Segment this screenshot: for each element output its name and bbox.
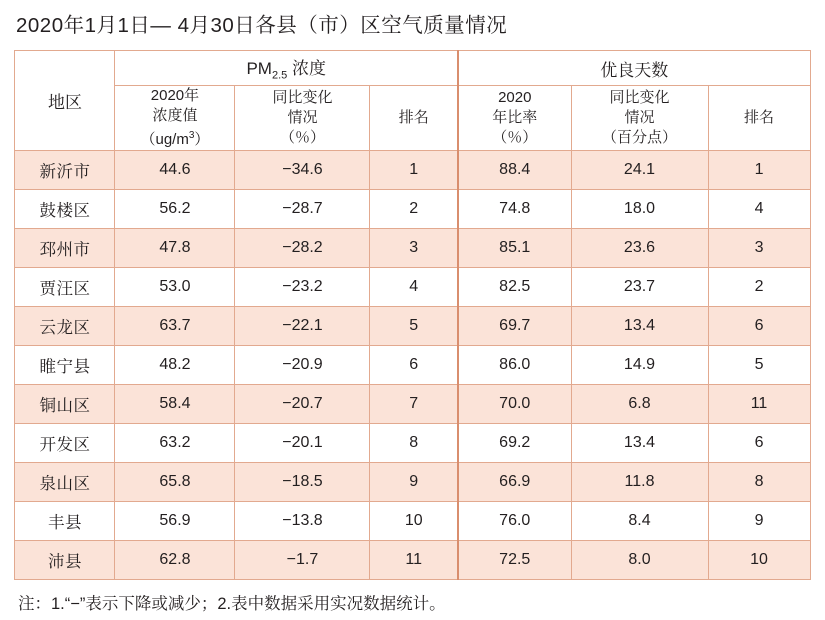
column-header-pm-rank: 排名 <box>370 86 458 151</box>
cell-good-rate: 82.5 <box>458 268 571 307</box>
table-sub-header-row <box>15 86 810 151</box>
good-change-line3: （百分点） <box>601 129 677 146</box>
cell-good-rank: 6 <box>708 424 810 463</box>
cell-pm-value: 44.6 <box>115 151 235 190</box>
cell-region: 鼓楼区 <box>15 190 115 229</box>
cell-pm-value: 53.0 <box>115 268 235 307</box>
cell-good-rate: 69.2 <box>458 424 571 463</box>
cell-good-change: 14.9 <box>571 346 708 385</box>
cell-good-change: 18.0 <box>571 190 708 229</box>
column-header-good-change <box>571 86 708 151</box>
table-row <box>15 190 810 229</box>
cell-good-rank: 5 <box>708 346 810 385</box>
table-row <box>15 424 810 463</box>
table-row <box>15 385 810 424</box>
cell-pm-change: −1.7 <box>235 541 370 580</box>
cell-region: 铜山区 <box>15 385 115 424</box>
table-note: 注：1.“−”表示下降或减少；2.表中数据采用实况数据统计。 <box>18 595 446 613</box>
cell-good-rank: 9 <box>708 502 810 541</box>
cell-pm-change: −28.2 <box>235 229 370 268</box>
cell-pm-change: −13.8 <box>235 502 370 541</box>
cell-good-rank: 10 <box>708 541 810 580</box>
cell-good-rate: 76.0 <box>458 502 571 541</box>
cell-good-rate: 85.1 <box>458 229 571 268</box>
cell-pm-rank: 9 <box>370 463 458 502</box>
table-row <box>15 268 810 307</box>
table-row <box>15 151 810 190</box>
cell-pm-value: 48.2 <box>115 346 235 385</box>
pm-unit-exponent: 3 <box>188 130 195 141</box>
cell-good-change: 13.4 <box>571 307 708 346</box>
pm-unit-close: ） <box>194 131 210 148</box>
cell-pm-change: −20.1 <box>235 424 370 463</box>
cell-good-rank: 1 <box>708 151 810 190</box>
cell-region: 开发区 <box>15 424 115 463</box>
cell-pm-rank: 10 <box>370 502 458 541</box>
table-row <box>15 229 810 268</box>
column-header-pm-change <box>235 86 370 151</box>
cell-pm-change: −28.7 <box>235 190 370 229</box>
cell-good-rate: 88.4 <box>458 151 571 190</box>
table-header <box>15 51 810 151</box>
cell-pm-change: −34.6 <box>235 151 370 190</box>
pm-unit-text: （ug/m <box>140 131 189 148</box>
cell-good-change: 23.6 <box>571 229 708 268</box>
cell-pm-value: 62.8 <box>115 541 235 580</box>
cell-pm-rank: 3 <box>370 229 458 268</box>
cell-good-change: 24.1 <box>571 151 708 190</box>
cell-good-rate: 69.7 <box>458 307 571 346</box>
cell-pm-value: 63.2 <box>115 424 235 463</box>
pm25-label-post: 浓度 <box>287 59 326 79</box>
cell-pm-value: 58.4 <box>115 385 235 424</box>
cell-pm-value: 47.8 <box>115 229 235 268</box>
pm-value-line2: 浓度值 <box>152 107 198 124</box>
pm-change-line2: 情况 <box>287 109 318 126</box>
cell-pm-rank: 4 <box>370 268 458 307</box>
cell-pm-change: −18.5 <box>235 463 370 502</box>
good-change-line2: 情况 <box>624 109 655 126</box>
pm-change-line3: （％） <box>279 129 325 146</box>
table-group-header-row <box>15 51 810 86</box>
page-title: 2020年1月1日— 4月30日各县（市）区空气质量情况 <box>16 14 508 37</box>
pm25-label-sub: 2.5 <box>271 69 288 82</box>
column-header-region: 地区 <box>15 51 115 151</box>
good-rate-line2: 年比率 <box>492 109 538 126</box>
cell-pm-change: −20.9 <box>235 346 370 385</box>
cell-region: 邳州市 <box>15 229 115 268</box>
column-group-header-good-days: 优良天数 <box>458 51 810 86</box>
cell-good-change: 13.4 <box>571 424 708 463</box>
cell-pm-rank: 7 <box>370 385 458 424</box>
cell-good-change: 8.4 <box>571 502 708 541</box>
good-rate-line1: 2020 <box>498 89 532 106</box>
table-row <box>15 541 810 580</box>
cell-pm-rank: 6 <box>370 346 458 385</box>
cell-good-rank: 4 <box>708 190 810 229</box>
cell-pm-value: 65.8 <box>115 463 235 502</box>
table-row <box>15 502 810 541</box>
cell-pm-rank: 5 <box>370 307 458 346</box>
cell-good-change: 11.8 <box>571 463 708 502</box>
cell-good-rate: 72.5 <box>458 541 571 580</box>
cell-good-rank: 6 <box>708 307 810 346</box>
cell-pm-change: −22.1 <box>235 307 370 346</box>
cell-good-rate: 86.0 <box>458 346 571 385</box>
cell-pm-value: 56.9 <box>115 502 235 541</box>
table-row <box>15 307 810 346</box>
cell-pm-change: −23.2 <box>235 268 370 307</box>
good-change-line1: 同比变化 <box>609 89 670 106</box>
cell-good-change: 6.8 <box>571 385 708 424</box>
cell-region: 泉山区 <box>15 463 115 502</box>
pm-value-line1: 2020年 <box>150 87 200 104</box>
cell-pm-rank: 2 <box>370 190 458 229</box>
cell-good-rate: 70.0 <box>458 385 571 424</box>
column-group-header-pm25 <box>115 51 458 86</box>
cell-good-rank: 8 <box>708 463 810 502</box>
column-header-good-rate <box>458 86 571 151</box>
table-row <box>15 463 810 502</box>
table-row <box>15 346 810 385</box>
cell-region: 新沂市 <box>15 151 115 190</box>
cell-pm-change: −20.7 <box>235 385 370 424</box>
cell-pm-rank: 8 <box>370 424 458 463</box>
cell-pm-value: 63.7 <box>115 307 235 346</box>
cell-region: 云龙区 <box>15 307 115 346</box>
pm25-label-pre: PM <box>246 59 272 79</box>
air-quality-table <box>14 50 810 580</box>
cell-good-change: 23.7 <box>571 268 708 307</box>
cell-good-rank: 2 <box>708 268 810 307</box>
cell-good-rank: 11 <box>708 385 810 424</box>
cell-region: 丰县 <box>15 502 115 541</box>
cell-region: 贾汪区 <box>15 268 115 307</box>
cell-good-rate: 66.9 <box>458 463 571 502</box>
cell-pm-rank: 11 <box>370 541 458 580</box>
cell-pm-value: 56.2 <box>115 190 235 229</box>
pm-change-line1: 同比变化 <box>272 89 333 106</box>
table-body <box>15 151 810 580</box>
cell-good-rank: 3 <box>708 229 810 268</box>
cell-pm-rank: 1 <box>370 151 458 190</box>
cell-good-rate: 74.8 <box>458 190 571 229</box>
cell-good-change: 8.0 <box>571 541 708 580</box>
cell-region: 睢宁县 <box>15 346 115 385</box>
column-header-pm-value <box>115 86 235 151</box>
column-header-good-rank: 排名 <box>708 86 810 151</box>
good-rate-line3: （％） <box>492 129 538 146</box>
pm-value-line3 <box>115 126 234 150</box>
cell-region: 沛县 <box>15 541 115 580</box>
